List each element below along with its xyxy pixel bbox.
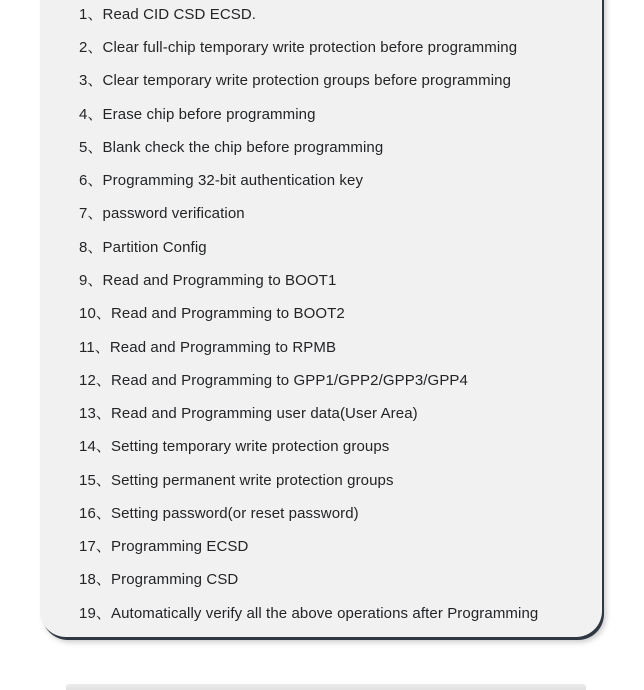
item-text: Read and Programming to BOOT1 bbox=[102, 272, 337, 289]
item-number: 2、 bbox=[79, 39, 103, 56]
item-number: 4、 bbox=[79, 106, 103, 123]
item-text: Setting permanent write protection groups bbox=[111, 472, 394, 489]
item-number: 14、 bbox=[79, 438, 111, 455]
item-number: 12、 bbox=[79, 372, 111, 389]
item-text: Setting password(or reset password) bbox=[111, 505, 359, 522]
item-text: Partition Config bbox=[102, 239, 207, 256]
list-item bbox=[79, 371, 468, 391]
item-number: 1、 bbox=[79, 6, 103, 23]
item-text: Programming CSD bbox=[111, 571, 239, 588]
item-text: Read and Programming to GPP1/GPP2/GPP3/GPP4 bbox=[111, 372, 468, 389]
list-item bbox=[79, 437, 389, 457]
item-text: Erase chip before programming bbox=[102, 106, 316, 123]
item-text: Clear temporary write protection groups before programming bbox=[102, 72, 512, 89]
list-item bbox=[79, 570, 238, 590]
list-item bbox=[79, 171, 363, 191]
list-item bbox=[79, 71, 511, 91]
item-text: Read and Programming user data(User Area) bbox=[111, 405, 418, 422]
list-item bbox=[79, 204, 245, 224]
item-number: 16、 bbox=[79, 505, 111, 522]
item-number: 11、 bbox=[79, 339, 110, 356]
item-number: 18、 bbox=[79, 571, 111, 588]
item-text: Read CID CSD ECSD. bbox=[102, 6, 257, 23]
item-text: Programming ECSD bbox=[111, 538, 249, 555]
item-number: 6、 bbox=[79, 172, 103, 189]
item-text: password verification bbox=[102, 205, 245, 222]
item-number: 15、 bbox=[79, 472, 111, 489]
item-text: Blank check the chip before programming bbox=[102, 139, 384, 156]
list-item bbox=[79, 471, 394, 491]
list-item bbox=[79, 604, 538, 624]
item-text: Programming 32-bit authentication key bbox=[102, 172, 364, 189]
item-number: 13、 bbox=[79, 405, 111, 422]
item-number: 8、 bbox=[79, 239, 103, 256]
item-text: Automatically verify all the above operations after Programming bbox=[111, 605, 539, 622]
item-text: Clear full-chip temporary write protection before programming bbox=[102, 39, 518, 56]
item-text: Read and Programming to RPMB bbox=[109, 339, 337, 356]
item-number: 19、 bbox=[79, 605, 111, 622]
item-text: Setting temporary write protection groups bbox=[111, 438, 390, 455]
item-number: 10、 bbox=[79, 305, 111, 322]
list-item bbox=[79, 138, 383, 158]
item-number: 9、 bbox=[79, 272, 103, 289]
item-text: Read and Programming to BOOT2 bbox=[111, 305, 345, 322]
list-item bbox=[79, 38, 517, 58]
list-item bbox=[79, 271, 336, 291]
next-section-edge bbox=[66, 684, 586, 690]
list-item bbox=[79, 504, 359, 524]
list-item bbox=[79, 238, 207, 258]
list-item bbox=[79, 304, 345, 324]
list-item bbox=[79, 404, 418, 424]
item-number: 17、 bbox=[79, 538, 111, 555]
item-number: 5、 bbox=[79, 139, 103, 156]
item-number: 3、 bbox=[79, 72, 103, 89]
list-item bbox=[79, 338, 336, 358]
item-number: 7、 bbox=[79, 205, 103, 222]
list-item bbox=[79, 105, 316, 125]
list-item bbox=[79, 5, 256, 25]
list-item bbox=[79, 537, 248, 557]
